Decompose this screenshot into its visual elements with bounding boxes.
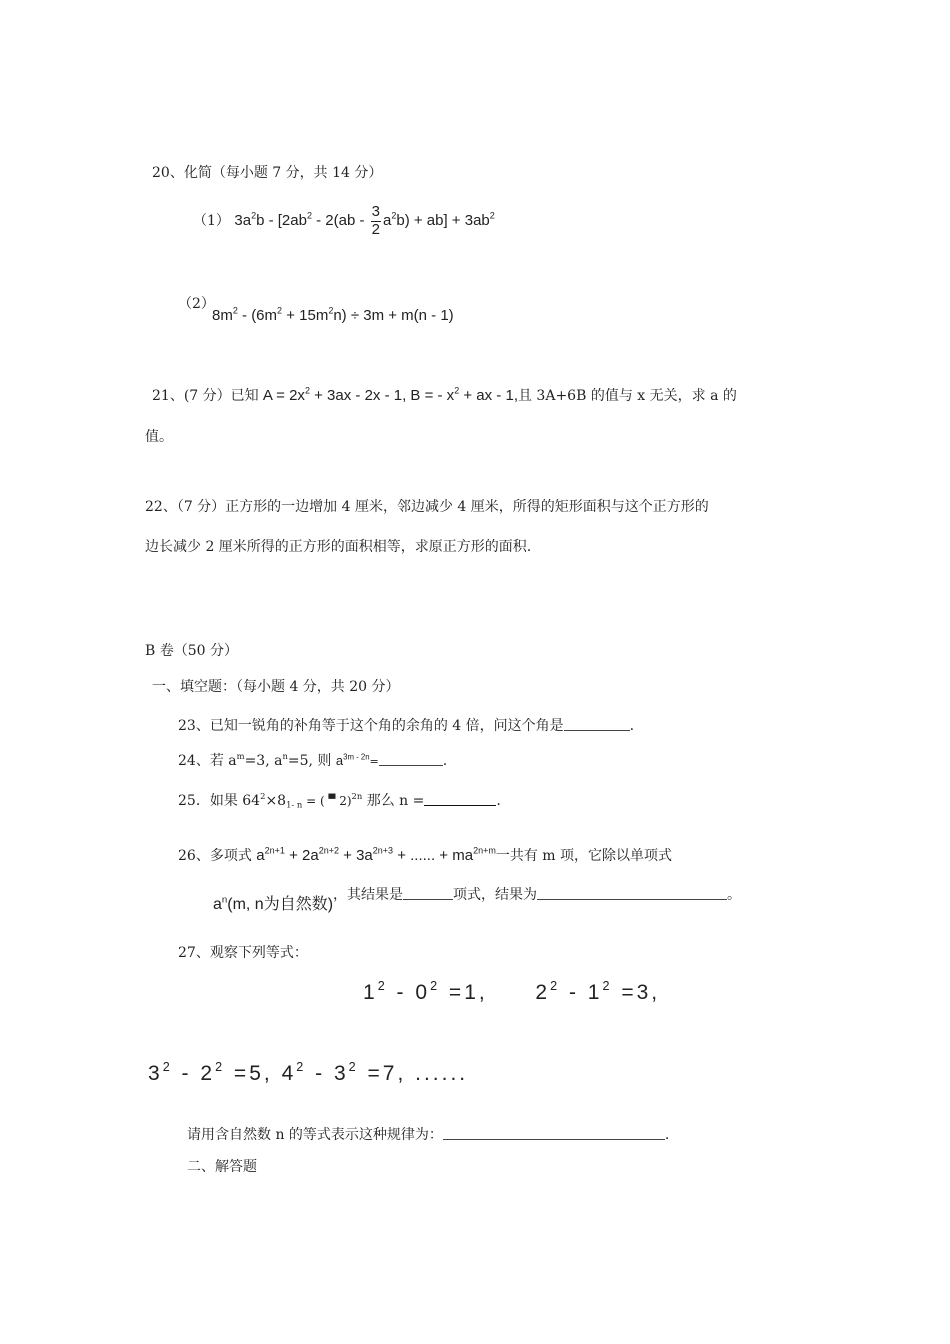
- q27-equations-row2: [148, 1060, 469, 1085]
- q20-title: 20、化简（每小题 7 分，共 14 分）: [152, 165, 383, 181]
- q24-answer-blank[interactable]: [379, 752, 443, 766]
- q21-line2: 值。: [145, 429, 173, 445]
- q25-answer-blank[interactable]: [424, 792, 496, 806]
- q23-answer-blank[interactable]: [564, 717, 630, 731]
- q20-part1-label: （1）: [193, 213, 230, 229]
- q27-equation-2: $2^2 - 1^2 =3$,: [535, 979, 661, 1004]
- q25: 25．如果 $64^2\times 8_{1- n}$ = ( ▀ 2)$^{2n}$ 那么 n = .: [178, 791, 501, 810]
- q27-equation-1: $1^2 - 0^2 =1$,: [363, 979, 488, 1004]
- q21-line1: 21、(7 分）已知 $A = 2x^2 + 3ax - 2x - 1$, B = - $x^2$ + ax - 1,且 3A+6B 的值与 x 无关，求 a 的: [152, 385, 737, 404]
- q20-part1-expression: $3a^2b - [2ab^2 - 2(ab$ - $\frac{3}{2}$ $a^2b) + ab] + 3ab^2$: [234, 203, 495, 238]
- q26-divisor: $a^n(m$, n为自然数): [213, 894, 334, 913]
- q27-equation-3: $3^2 - 2^2 =5$,: [148, 1060, 273, 1085]
- q27-equations-row1: [363, 979, 661, 1004]
- q27-answer-blank[interactable]: [443, 1126, 665, 1140]
- q23: 23、已知一锐角的补角等于这个角的余角的 4 倍，问这个角是 .: [178, 718, 635, 734]
- section-b-part2: 二、解答题: [187, 1159, 257, 1175]
- q26-polynomial: $a^{2n+1} + 2a^{2n+2} + 3a^{2n+3}$ + ...... + $ma^{2n+m}$: [256, 845, 496, 864]
- q26-answer-blank-1[interactable]: [403, 886, 453, 900]
- q22-line1: 22、（7 分）正方形的一边增加 4 厘米，邻边减少 4 厘米，所得的矩形面积与这个正方形的: [145, 499, 709, 515]
- q24: 24、若 $a^m=3$, $a^n=5$, 则 $a^{3m - 2n}=$ .: [178, 751, 448, 769]
- q20-part1: [193, 201, 495, 241]
- q22-line2: 边长减少 2 厘米所得的正方形的面积相等，求原正方形的面积.: [145, 539, 532, 555]
- q27-question: 请用含自然数 n 的等式表示这种规律为： .: [187, 1127, 670, 1143]
- q20-part2-label: （2）: [178, 296, 215, 312]
- q26-line2: $a^n(m$, n为自然数)，其结果是 项式，结果为 。: [213, 887, 742, 913]
- section-b-title: B 卷（50 分）: [145, 643, 239, 659]
- q20-fraction: $\frac{3}{2}$: [371, 203, 380, 238]
- q27-title: 27、观察下列等式：: [178, 945, 308, 961]
- q20-part2-expression: $8m^2 - (6m^2 + 15m^2n) \div 3m + m(n - 1)$: [212, 305, 454, 324]
- section-b-part1: 一、填空题：（每小题 4 分，共 20 分）: [152, 679, 400, 695]
- q27-equation-4: $4^2 - 3^2 =7$, ......: [281, 1060, 469, 1085]
- q26-answer-blank-2[interactable]: [537, 886, 727, 900]
- q21-expression: $A = 2x^2 + 3ax - 2x - 1$, B = - $x^2$ + ax - 1,: [262, 385, 518, 404]
- q26-line1: 26、多项式 $a^{2n+1} + 2a^{2n+2} + 3a^{2n+3}$ + ...... + $ma^{2n+m}$一共有 m 项，它除以单项式: [178, 845, 673, 864]
